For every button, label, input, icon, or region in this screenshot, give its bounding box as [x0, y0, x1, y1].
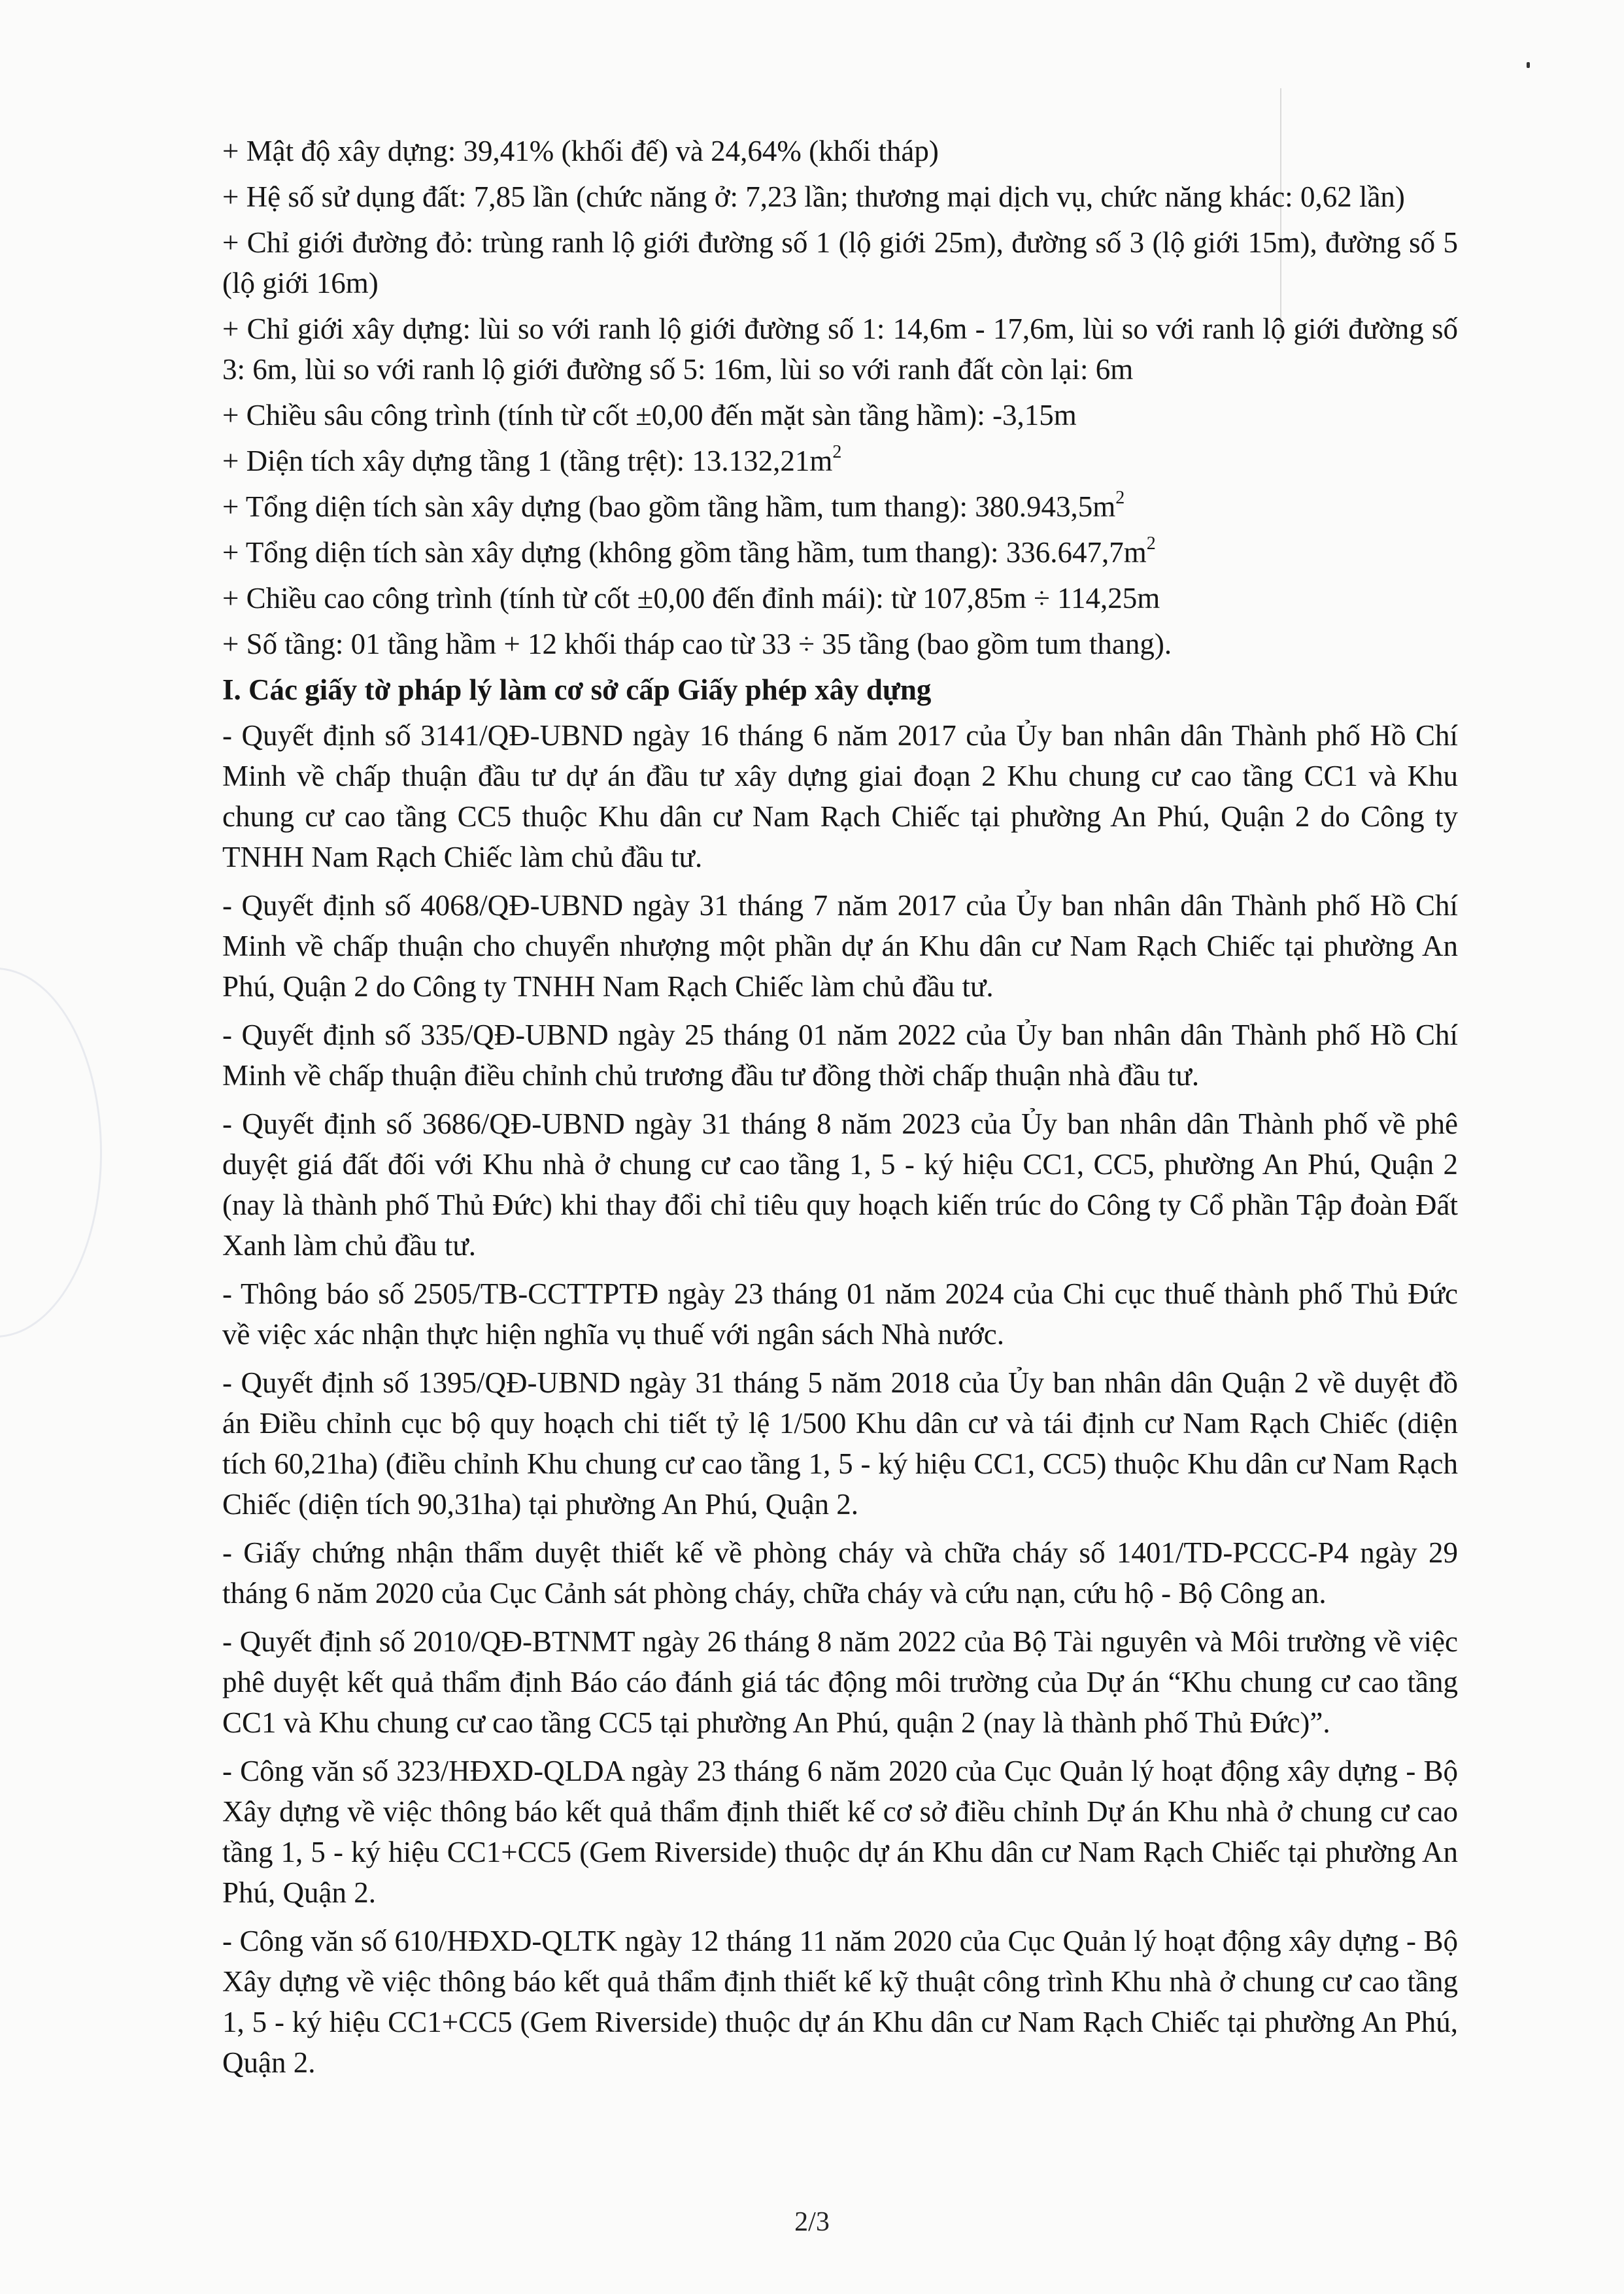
- param-red-boundary: + Chỉ giới đường đỏ: trùng ranh lộ giới đường số 1 (lộ giới 25m), đường số 3 (lộ giới 15m), đường số 5 (lộ giới 16m): [222, 226, 1458, 299]
- superscript: 2: [1115, 488, 1125, 508]
- param-text: + Tổng diện tích sàn xây dựng (không gồm tầng hầm, tum thang): 336.647,7m: [222, 536, 1147, 569]
- superscript: 2: [1146, 533, 1156, 554]
- param-building-height: + Chiều cao công trình (tính từ cốt ±0,00 đến đỉnh mái): từ 107,85m ÷ 114,25m: [222, 582, 1160, 615]
- list-item: - Quyết định số 4068/QĐ-UBND ngày 31 tháng 7 năm 2017 của Ủy ban nhân dân Thành phố Hồ Chí Minh về chấp thuận cho chuyển nhượng một phần dự án Khu dân cư Nam Rạch Chiếc tại phường An Phú, Quận 2 do Công ty TNHH Nam Rạch Chiếc làm chủ đầu tư.: [222, 889, 1458, 1003]
- list-item: - Quyết định số 335/QĐ-UBND ngày 25 tháng 01 năm 2022 của Ủy ban nhân dân Thành phố Hồ Chí Minh về chấp thuận điều chỉnh chủ trương đầu tư đồng thời chấp thuận nhà đầu tư.: [222, 1019, 1458, 1092]
- param-text: + Tổng diện tích sàn xây dựng (bao gồm tầng hầm, tum thang): 380.943,5m: [222, 490, 1116, 523]
- legal-documents-list: [222, 715, 1458, 2083]
- list-item: - Thông báo số 2505/TB-CCTTPTĐ ngày 23 tháng 01 năm 2024 của Chi cục thuế thành phố Thủ Đức về việc xác nhận thực hiện nghĩa vụ thuế với ngân sách Nhà nước.: [222, 1277, 1458, 1351]
- list-item: - Quyết định số 3141/QĐ-UBND ngày 16 tháng 6 năm 2017 của Ủy ban nhân dân Thành phố Hồ Chí Minh về chấp thuận đầu tư dự án đầu tư xây dựng giai đoạn 2 Khu chung cư cao tầng CC1 và Khu chung cư cao tầng CC5 thuộc Khu dân cư Nam Rạch Chiếc tại phường An Phú, Quận 2 do Công ty TNHH Nam Rạch Chiếc làm chủ đầu tư.: [222, 719, 1458, 873]
- faded-stamp: [0, 968, 102, 1338]
- param-building-density: + Mật độ xây dựng: 39,41% (khối đế) và 24,64% (khối tháp): [222, 135, 939, 167]
- list-item: - Công văn số 610/HĐXD-QLTK ngày 12 tháng 11 năm 2020 của Cục Quản lý hoạt động xây dựng - Bộ Xây dựng về việc thông báo kết quả thẩm định thiết kế kỹ thuật công trình Khu nhà ở chung cư cao tầng 1, 5 - ký hiệu CC1+CC5 (Gem Riverside) thuộc dự án Khu dân cư Nam Rạch Chiếc tại phường An Phú, Quận 2.: [222, 1925, 1458, 2079]
- list-item: - Quyết định số 3686/QĐ-UBND ngày 31 tháng 8 năm 2023 của Ủy ban nhân dân Thành phố về phê duyệt giá đất đối với Khu nhà ở chung cư cao tầng 1, 5 - ký hiệu CC1, CC5, phường An Phú, Quận 2 (nay là thành phố Thủ Đức) khi thay đổi chỉ tiêu quy hoạch kiến trúc do Công ty Cổ phần Tập đoàn Đất Xanh làm chủ đầu tư.: [222, 1107, 1458, 1262]
- param-text: + Diện tích xây dựng tầng 1 (tầng trệt): 13.132,21m: [222, 445, 833, 477]
- document-body: [222, 131, 1458, 2091]
- superscript: 2: [832, 442, 842, 462]
- param-construction-depth: + Chiều sâu công trình (tính từ cốt ±0,00 đến mặt sàn tầng hầm): -3,15m: [222, 399, 1077, 431]
- list-item: - Công văn số 323/HĐXD-QLDA ngày 23 tháng 6 năm 2020 của Cục Quản lý hoạt động xây dựng - Bộ Xây dựng về việc thông báo kết quả thẩm định thiết kế cơ sở điều chỉnh Dự án Khu nhà ở chung cư cao tầng 1, 5 - ký hiệu CC1+CC5 (Gem Riverside) thuộc dự án Khu dân cư Nam Rạch Chiếc tại phường An Phú, Quận 2.: [222, 1755, 1458, 1909]
- param-ground-floor-area: [222, 441, 1458, 481]
- param-land-use-coefficient: + Hệ số sử dụng đất: 7,85 lần (chức năng ở: 7,23 lần; thương mại dịch vụ, chức năng khác: 0,62 lần): [222, 180, 1405, 213]
- param-construction-boundary: + Chỉ giới xây dựng: lùi so với ranh lộ giới đường số 1: 14,6m - 17,6m, lùi so với ranh lộ giới đường số 3: 6m, lùi so với ranh lộ giới đường số 5: 16m, lùi so với ranh đất còn lại: 6m: [222, 312, 1458, 386]
- param-total-floor-area-incl: [222, 486, 1458, 527]
- page-number: 2/3: [794, 2207, 830, 2237]
- list-item: - Quyết định số 2010/QĐ-BTNMT ngày 26 tháng 8 năm 2022 của Bộ Tài nguyên và Môi trường về việc phê duyệt kết quả thẩm định Báo cáo đánh giá tác động môi trường của Dự án “Khu chung cư cao tầng CC1 và Khu chung cư cao tầng CC5 tại phường An Phú, quận 2 (nay là thành phố Thủ Đức)”.: [222, 1625, 1458, 1739]
- list-item: - Giấy chứng nhận thẩm duyệt thiết kế về phòng cháy và chữa cháy số 1401/TD-PCCC-P4 ngày 29 tháng 6 năm 2020 của Cục Cảnh sát phòng cháy, chữa cháy và cứu nạn, cứu hộ - Bộ Công an.: [222, 1536, 1458, 1610]
- section-heading: I. Các giấy tờ pháp lý làm cơ sở cấp Giấy phép xây dựng: [222, 673, 932, 706]
- list-item: - Quyết định số 1395/QĐ-UBND ngày 31 tháng 5 năm 2018 của Ủy ban nhân dân Quận 2 về duyệt đồ án Điều chỉnh cục bộ quy hoạch chi tiết tỷ lệ 1/500 Khu dân cư và tái định cư Nam Rạch Chiếc (diện tích 60,21ha) (điều chỉnh Khu chung cư cao tầng 1, 5 - ký hiệu CC1, CC5) thuộc Khu dân cư Nam Rạch Chiếc (diện tích 90,31ha) tại phường An Phú, Quận 2.: [222, 1366, 1458, 1521]
- param-total-floor-area-excl: [222, 532, 1458, 573]
- scan-artifact-mark: [1527, 62, 1530, 68]
- param-floor-count: + Số tầng: 01 tầng hầm + 12 khối tháp cao từ 33 ÷ 35 tầng (bao gồm tum thang).: [222, 628, 1172, 660]
